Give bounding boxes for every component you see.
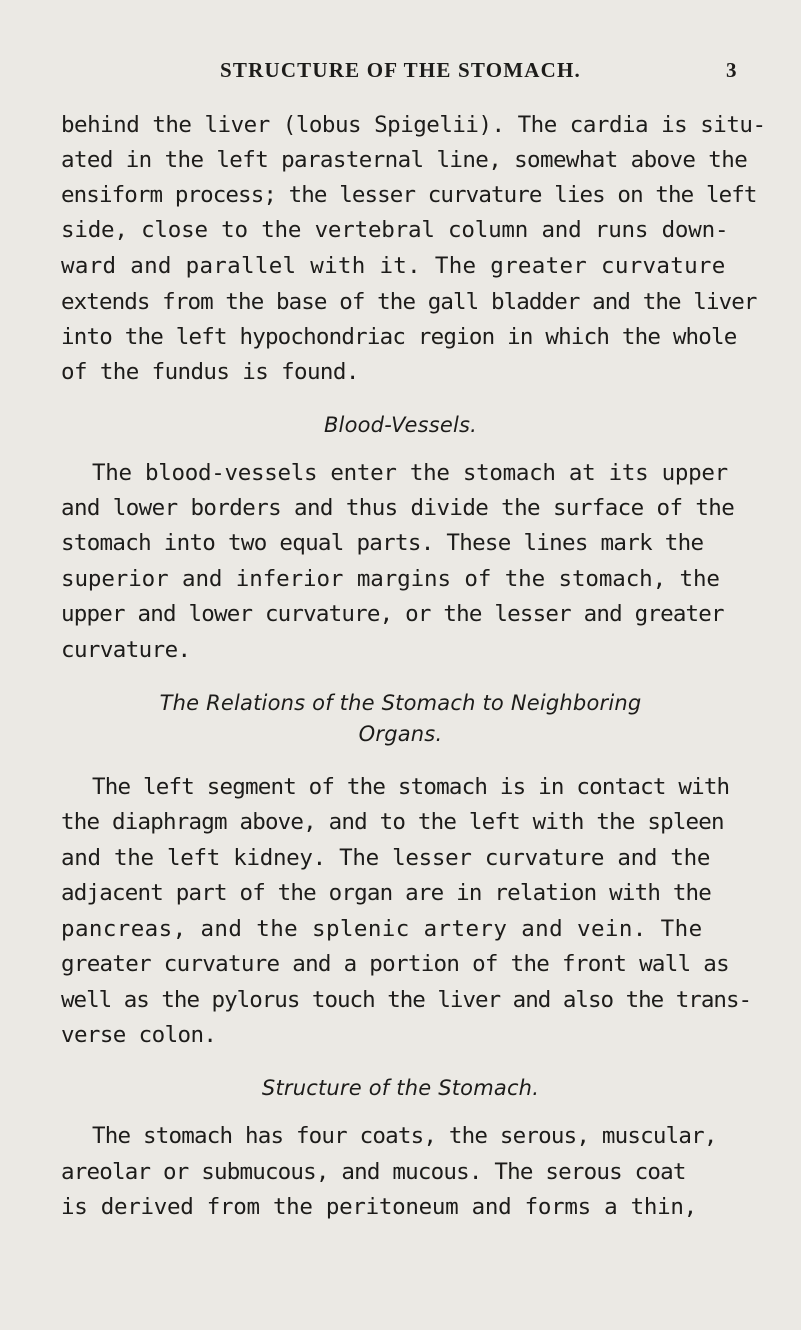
text-line: stomach into two equal parts. These lines mark the [61, 530, 704, 556]
text-line: greater curvature and a portion of the front wall as [61, 951, 729, 977]
text-line: areolar or submucous, and mucous. The serous coat [61, 1159, 686, 1185]
text-line: ated in the left parasternal line, somewhat above the [61, 147, 748, 173]
section-heading: The Relations of the Stomach to Neighboring [159, 691, 642, 715]
text-line: adjacent part of the organ are in relation with the [61, 880, 712, 906]
text-line: and lower borders and thus divide the surface of the [61, 495, 735, 521]
text-line: The left segment of the stomach is in contact with [92, 774, 730, 800]
text-line: The blood-vessels enter the stomach at its upper [92, 460, 728, 486]
text-line: ensiform process; the lesser curvature lies on the left [61, 182, 757, 208]
text-line: is derived from the peritoneum and forms a thin, [61, 1194, 697, 1220]
section-heading-continuation: Organs. [358, 722, 443, 746]
page-number: 3 [726, 58, 737, 82]
text-line: of the fundus is found. [61, 359, 359, 385]
section-heading: Structure of the Stomach. [261, 1076, 540, 1100]
text-line: extends from the base of the gall bladder and the liver [61, 289, 757, 315]
text-line: into the left hypochondriac region in which the whole [61, 324, 737, 350]
text-line: behind the liver (lobus Spigelii). The cardia is situ- [61, 112, 766, 138]
text-line: superior and inferior margins of the stomach, the [61, 566, 720, 592]
section-heading: Blood-Vessels. [323, 413, 478, 437]
text-line: pancreas, and the splenic artery and vein. The [61, 916, 703, 942]
text-line: well as the pylorus touch the liver and also the trans- [61, 987, 752, 1013]
text-line: The stomach has four coats, the serous, muscular, [92, 1123, 717, 1149]
text-line: the diaphragm above, and to the left with the spleen [61, 809, 724, 835]
running-head [0, 58, 801, 88]
text-line: upper and lower curvature, or the lesser and greater [61, 601, 724, 627]
text-line: ward and parallel with it. The greater curvature [61, 253, 726, 279]
text-line: side, close to the vertebral column and runs down- [61, 217, 729, 243]
text-line: verse colon. [61, 1022, 217, 1048]
running-title: STRUCTURE OF THE STOMACH. [220, 58, 582, 82]
text-line: curvature. [61, 637, 191, 663]
text-line: and the left kidney. The lesser curvature and the [61, 845, 711, 871]
